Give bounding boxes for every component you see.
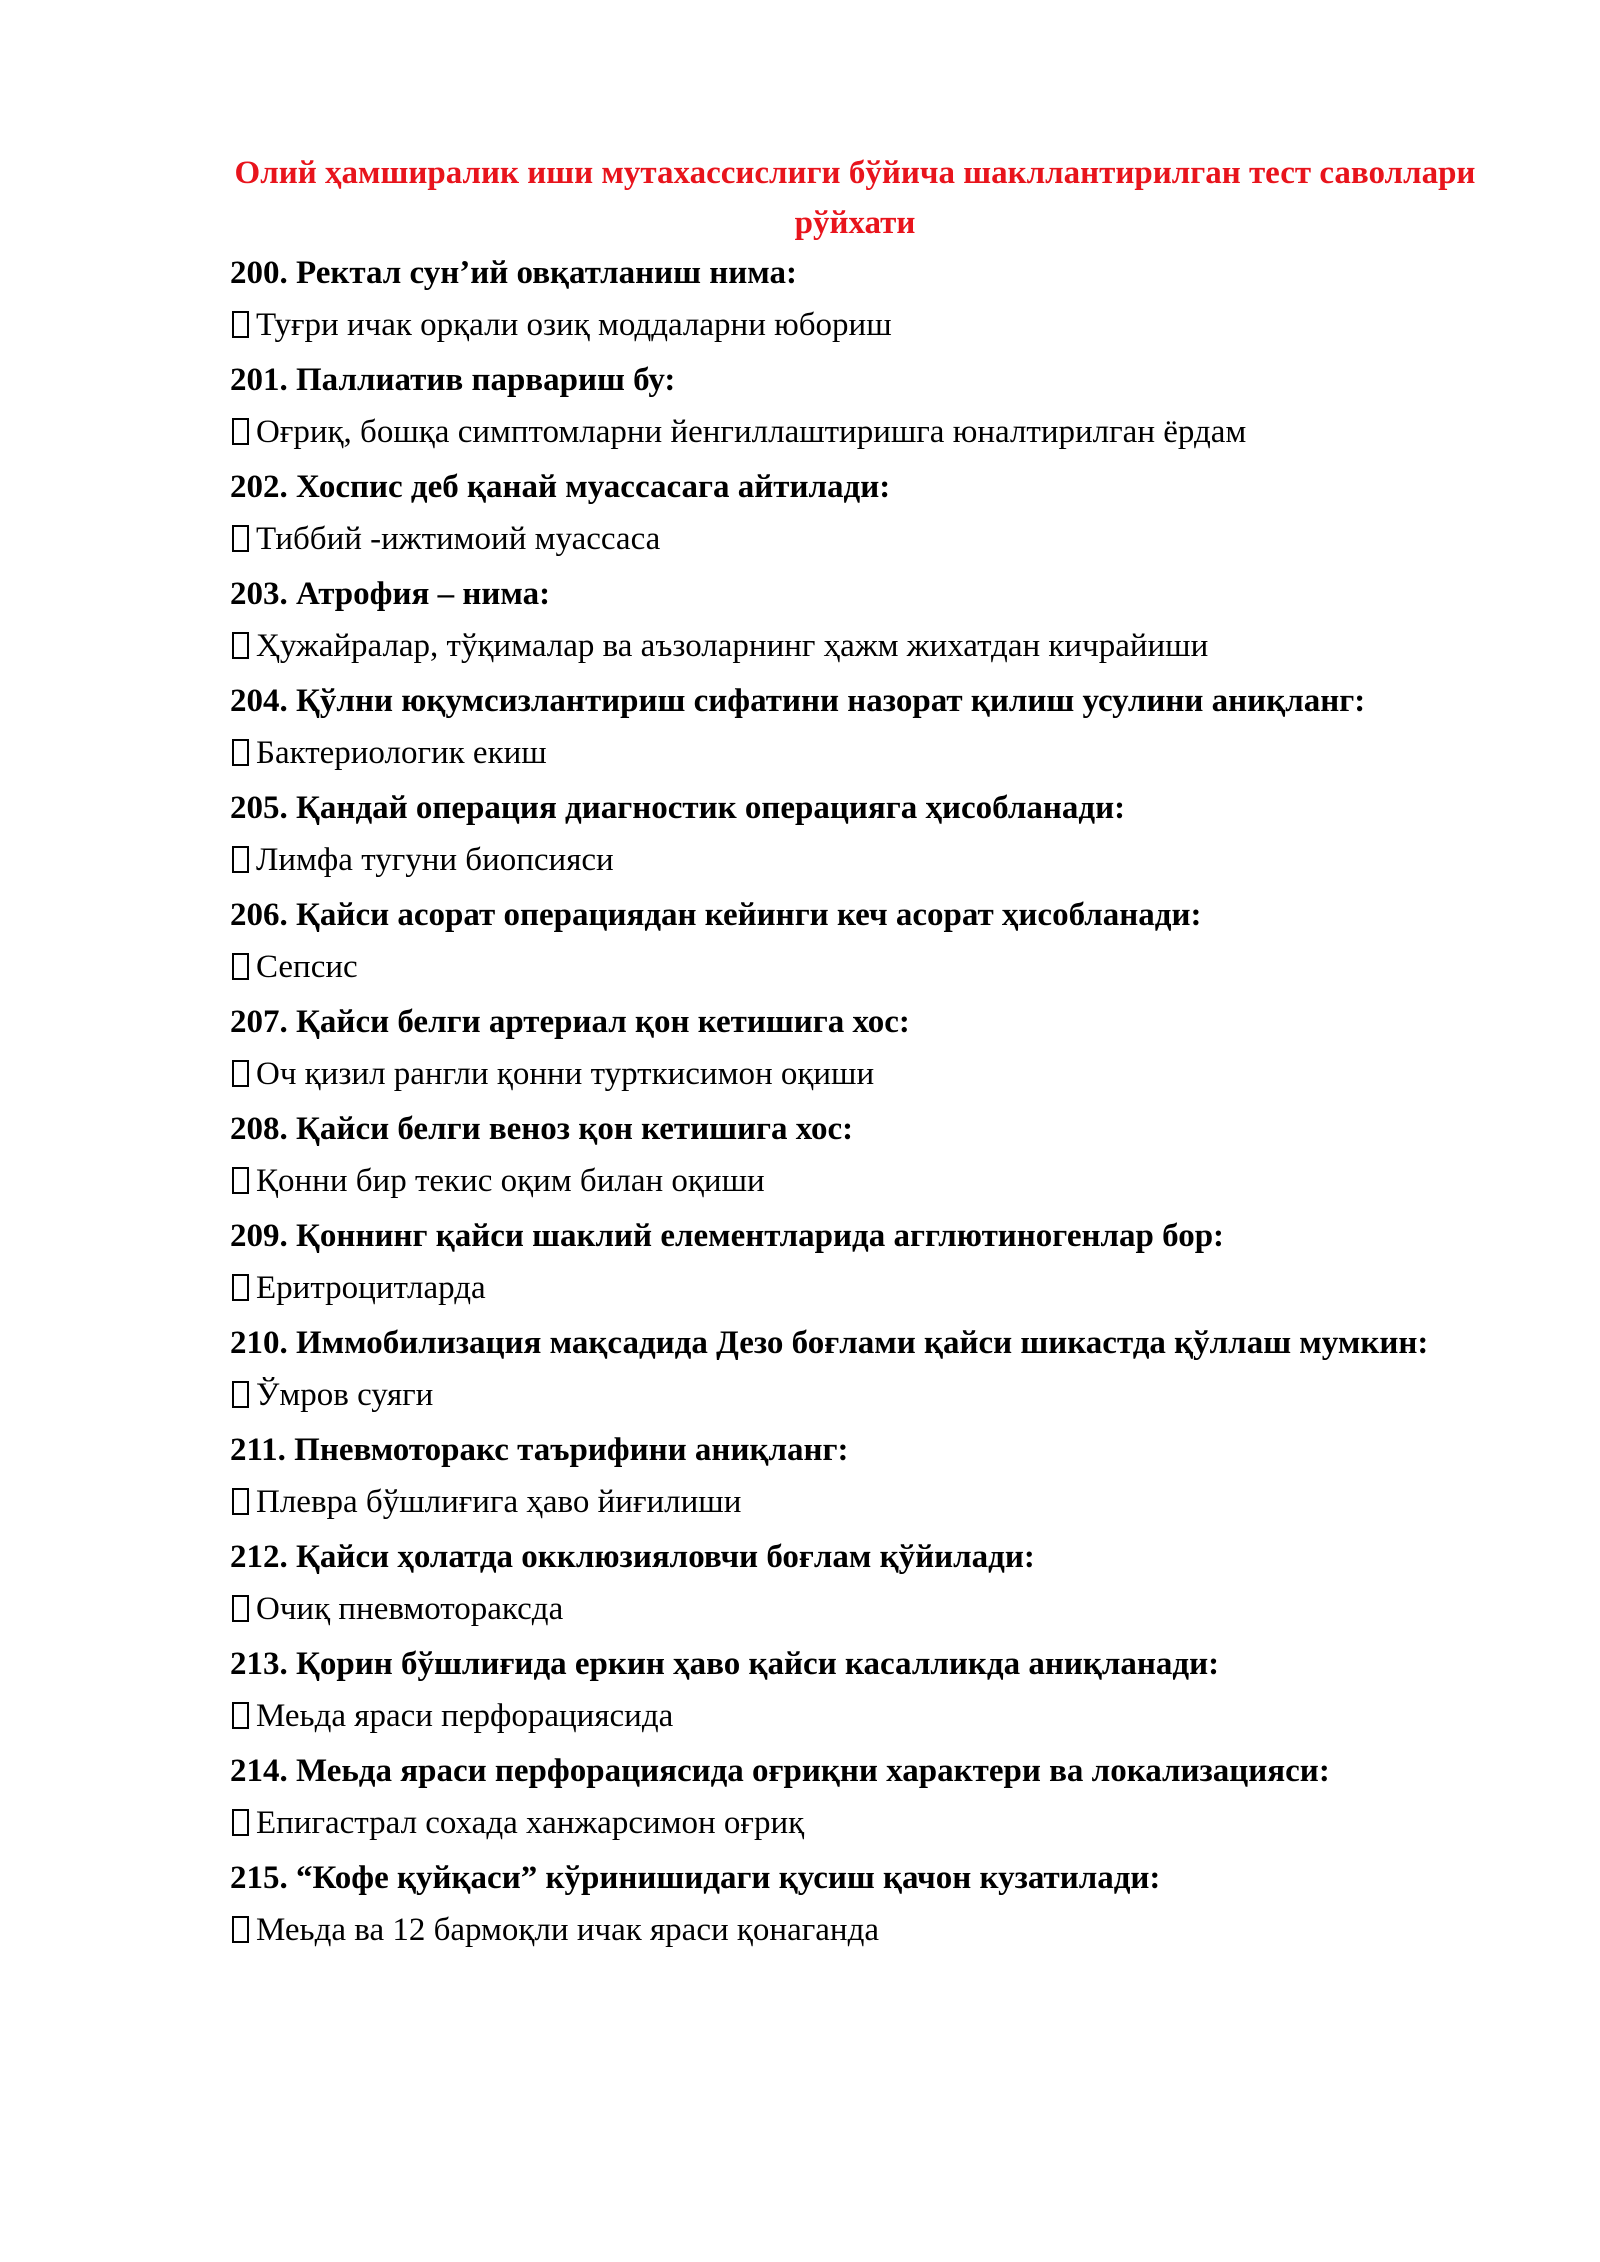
question-text: 214. Меьда яраси перфорациясида оғриқни характери ва локализацияси: <box>230 1753 1330 1789</box>
question-text: 200. Ректал сунʼий овқатланиш нима: <box>230 255 798 291</box>
checkbox-square-icon <box>232 1274 249 1301</box>
question-text: 206. Қайси асорат операциядан кейинги кеч асорат ҳисобланади: <box>230 897 1202 933</box>
checkbox-square-icon <box>232 1060 249 1087</box>
question-item-207 <box>230 997 1505 1099</box>
question-text: 209. Қоннинг қайси шаклий елементларида агглютиногенлар бор: <box>230 1218 1225 1254</box>
question-text: 212. Қайси ҳолатда окклюзияловчи боғлам қўйилади: <box>230 1539 1035 1575</box>
question-text: 208. Қайси белги веноз қон кетишига хос: <box>230 1111 854 1147</box>
answer-text: Лимфа тугуни биопсияси <box>256 842 614 878</box>
answer-line <box>230 514 1505 564</box>
question-text: 211. Пневмоторакс таърифини аниқланг: <box>230 1432 849 1468</box>
answer-line <box>230 621 1505 671</box>
answer-line <box>230 1049 1505 1099</box>
answer-line <box>230 728 1505 778</box>
question-text: 210. Иммобилизация мақсадида Дезо боғлами қайси шикастда қўллаш мумкин: <box>230 1325 1429 1361</box>
answer-line <box>230 1477 1505 1527</box>
answer-line <box>230 1798 1505 1848</box>
answer-line <box>230 835 1505 885</box>
checkbox-square-icon <box>232 1916 249 1943</box>
question-text: 202. Хоспис деб қанай муассасага айтилади: <box>230 469 891 505</box>
question-item-204 <box>230 676 1505 778</box>
checkbox-square-icon <box>232 1595 249 1622</box>
question-item-208 <box>230 1104 1505 1206</box>
answer-text: Епигастрал сохада ханжарсимон оғриқ <box>256 1805 805 1841</box>
question-item-213 <box>230 1639 1505 1741</box>
question-text: 201. Паллиатив парвариш бу: <box>230 362 676 398</box>
answer-text: Ўмров суяги <box>256 1377 434 1413</box>
question-item-212 <box>230 1532 1505 1634</box>
question-item-201 <box>230 355 1505 457</box>
answer-line <box>230 1905 1505 1955</box>
answer-line <box>230 1584 1505 1634</box>
checkbox-square-icon <box>232 418 249 445</box>
question-text: 203. Атрофия – нима: <box>230 576 551 612</box>
checkbox-square-icon <box>232 311 249 338</box>
question-text: 205. Қандай операция диагностик операцияга ҳисобланади: <box>230 790 1126 826</box>
answer-text: Оч қизил рангли қонни турткисимон оқиши <box>256 1056 875 1092</box>
answer-text: Очиқ пневмотораксда <box>256 1591 564 1627</box>
answer-text: Еритроцитларда <box>256 1270 486 1306</box>
question-text: 207. Қайси белги артериал қон кетишига хос: <box>230 1004 910 1040</box>
answer-text: Оғриқ, бошқа симптомларни йенгиллаштиришга юналтирилган ёрдам <box>256 414 1247 450</box>
question-item-205 <box>230 783 1505 885</box>
checkbox-square-icon <box>232 632 249 659</box>
question-text: 204. Қўлни юқумсизлантириш сифатини назорат қилиш усулини аниқланг: <box>230 683 1366 719</box>
answer-text: Сепсис <box>256 949 358 985</box>
checkbox-square-icon <box>232 1488 249 1515</box>
answer-text: Ҳужайралар, тўқималар ва аъзоларнинг ҳажм жихатдан кичрайиши <box>256 628 1209 664</box>
answer-text: Меьда ва 12 бармоқли ичак яраси қонаганда <box>256 1912 880 1948</box>
question-text: 215. “Кофе қуйқаси” кўринишидаги қусиш қачон кузатилади: <box>230 1860 1161 1896</box>
question-list <box>230 248 1505 1960</box>
question-text: 213. Қорин бўшлиғида еркин ҳаво қайси касалликда аниқланади: <box>230 1646 1220 1682</box>
answer-text: Меьда яраси перфорациясида <box>256 1698 674 1734</box>
question-item-203 <box>230 569 1505 671</box>
answer-line <box>230 1156 1505 1206</box>
answer-line <box>230 1263 1505 1313</box>
answer-text: Плевра бўшлиғига ҳаво йиғилиши <box>256 1484 742 1520</box>
checkbox-square-icon <box>232 1381 249 1408</box>
question-item-215 <box>230 1853 1505 1955</box>
question-item-209 <box>230 1211 1505 1313</box>
checkbox-square-icon <box>232 739 249 766</box>
answer-text: Тиббий -ижтимоий муассаса <box>256 521 661 557</box>
answer-line <box>230 1691 1505 1741</box>
question-item-206 <box>230 890 1505 992</box>
checkbox-square-icon <box>232 846 249 873</box>
checkbox-square-icon <box>232 1809 249 1836</box>
answer-line <box>230 1370 1505 1420</box>
answer-text: Қонни бир текис оқим билан оқиши <box>256 1163 765 1199</box>
checkbox-square-icon <box>232 525 249 552</box>
answer-line <box>230 300 1505 350</box>
checkbox-square-icon <box>232 1702 249 1729</box>
answer-text: Туғри ичак орқали озиқ моддаларни юбориш <box>256 307 892 343</box>
question-item-210 <box>230 1318 1505 1420</box>
answer-line <box>230 407 1505 457</box>
page-title: Олий ҳамширалик иши мутахассислиги бўйича шакллантирилган тест саволлари рўйхати <box>234 155 1476 241</box>
question-item-211 <box>230 1425 1505 1527</box>
checkbox-square-icon <box>232 1167 249 1194</box>
answer-text: Бактериологик екиш <box>256 735 547 771</box>
question-item-202 <box>230 462 1505 564</box>
checkbox-square-icon <box>232 953 249 980</box>
answer-line <box>230 942 1505 992</box>
question-item-214 <box>230 1746 1505 1848</box>
question-item-200 <box>230 248 1505 350</box>
